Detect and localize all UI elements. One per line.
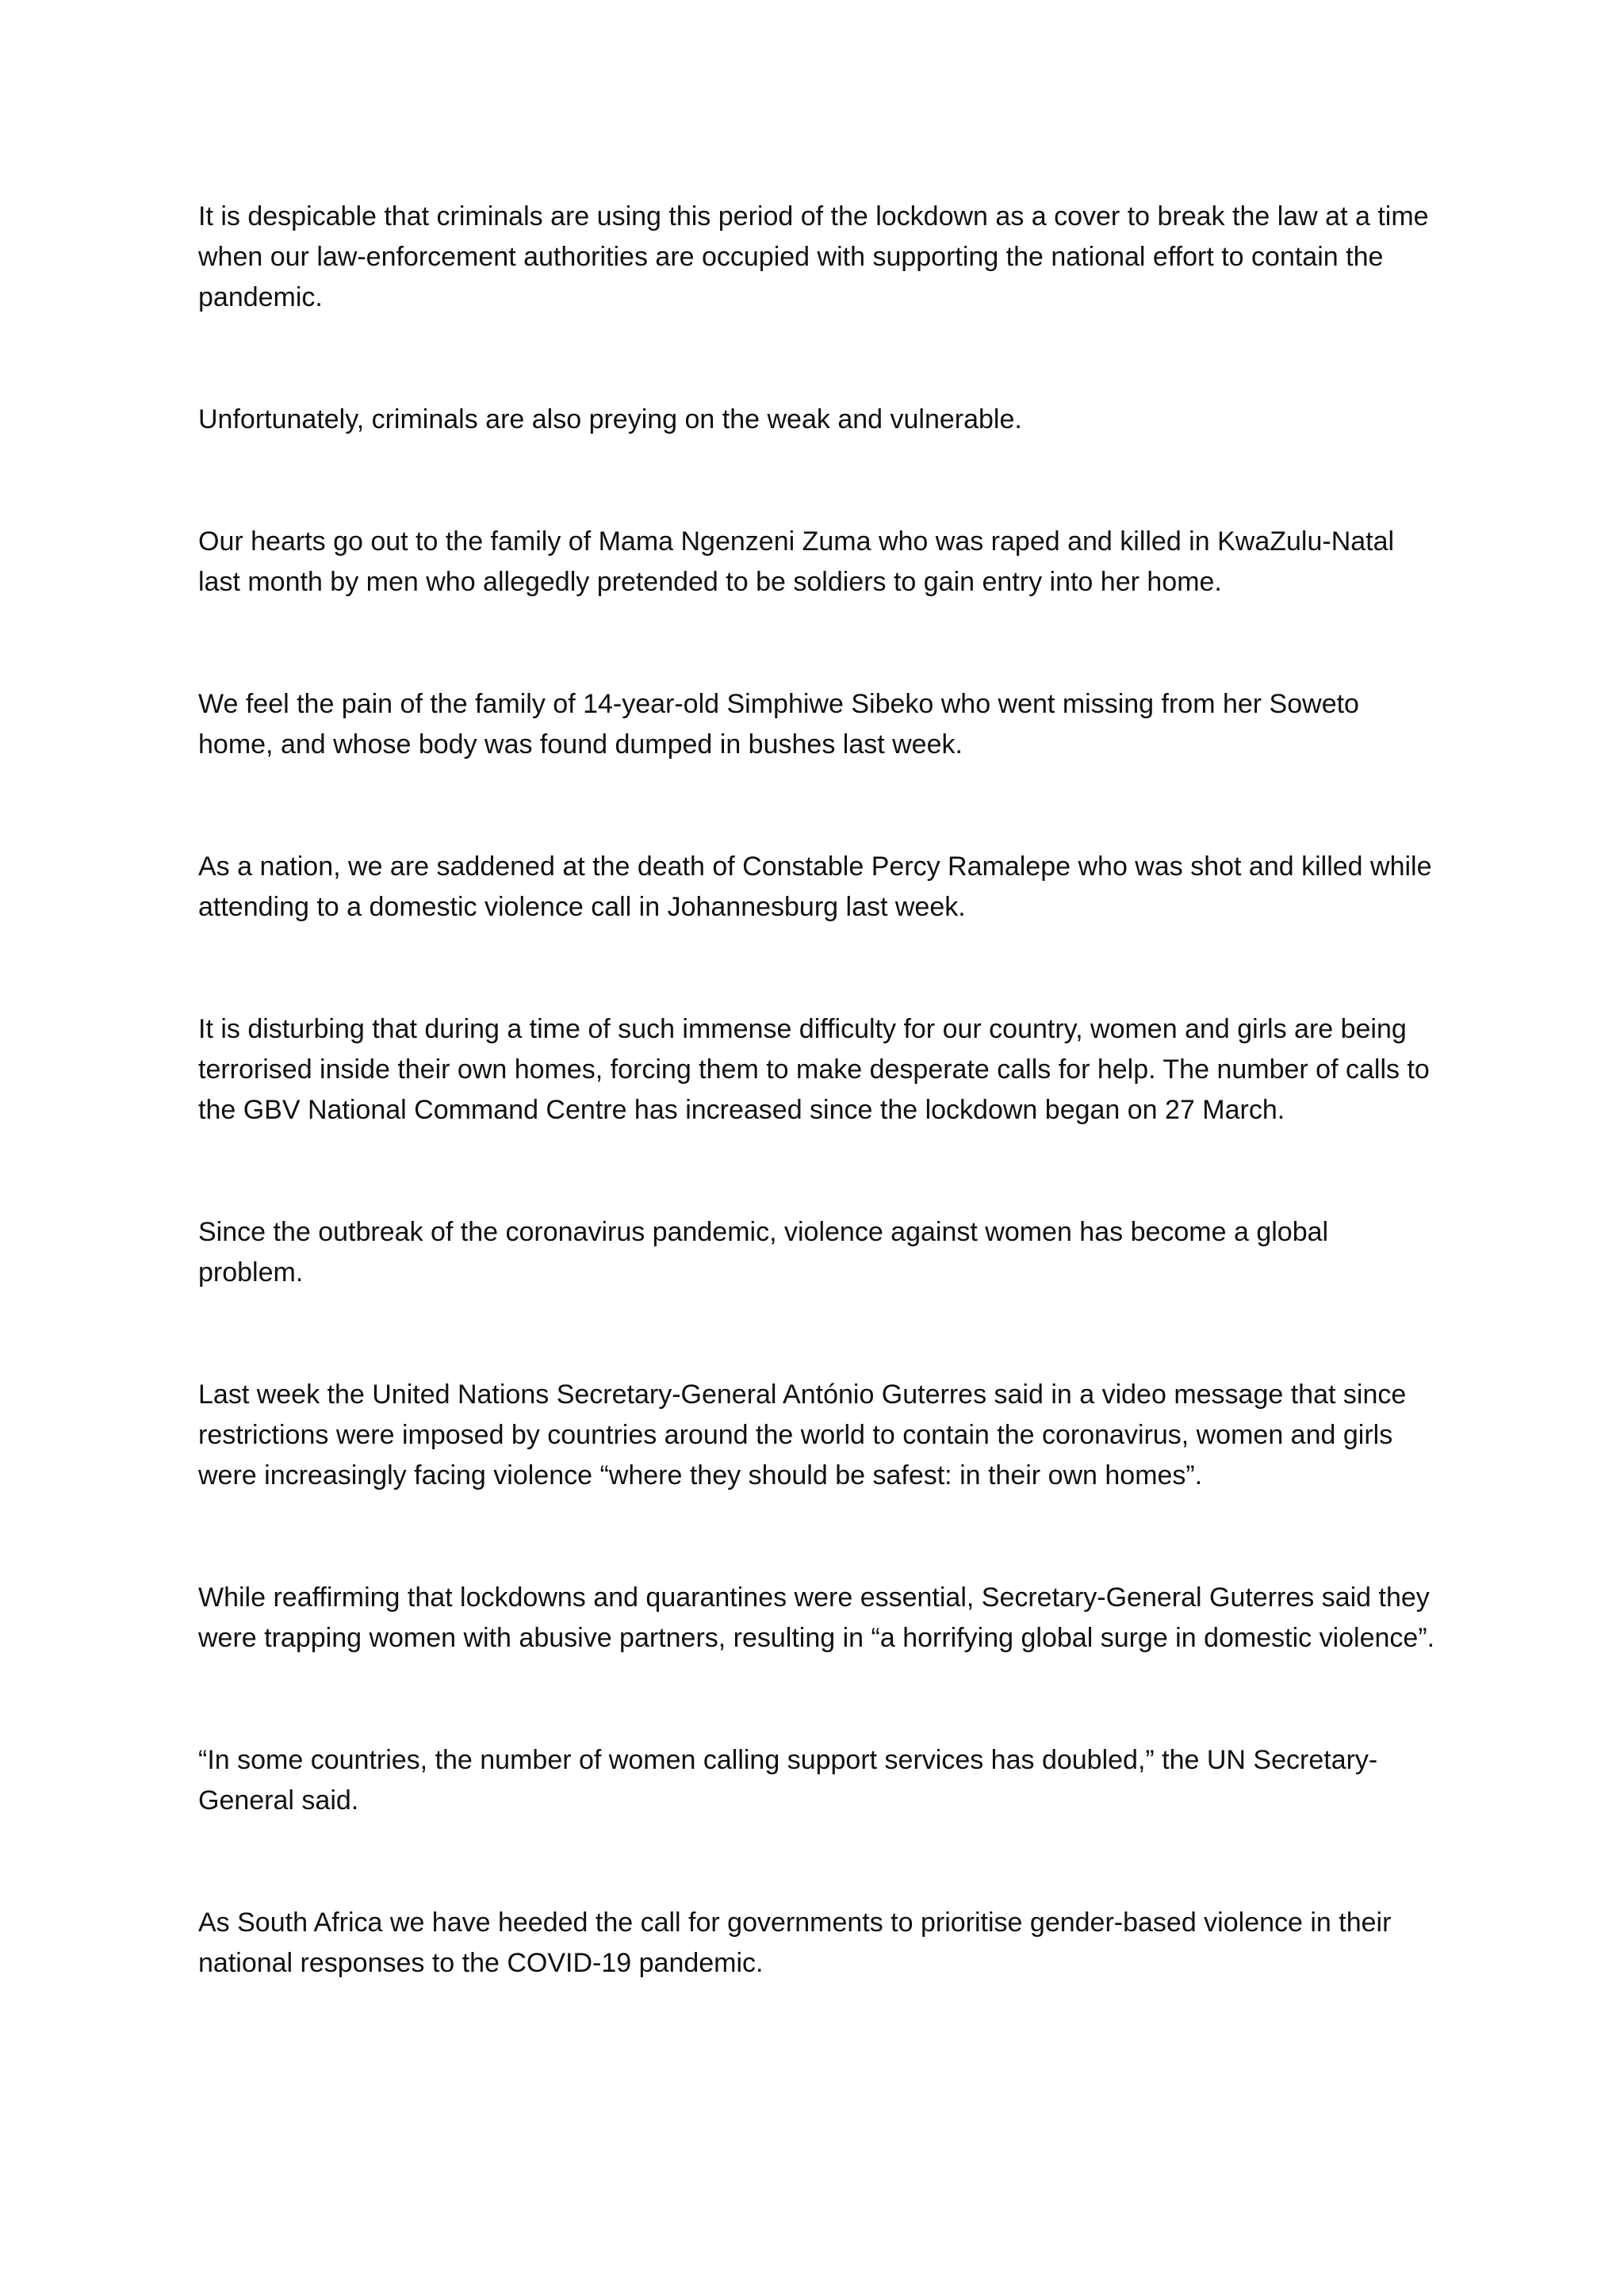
- paragraph-6: It is disturbing that during a time of such immense difficulty for our country, women and girls are being terrorised inside their own homes, forcing them to make desperate calls for help. The number of calls to the GBV National Command Centre has increased since the lockdown began on 27 March.: [198, 1014, 1430, 1125]
- paragraph-10: “In some countries, the number of women calling support services has doubled,” the UN Secretary-General said.: [198, 1745, 1378, 1816]
- paragraph-9: While reaffirming that lockdowns and quarantines were essential, Secretary-General Guterres said they were trapping women with abusive partners, resulting in “a horrifying global surge in domestic violence”.: [198, 1582, 1435, 1653]
- paragraph-8: Last week the United Nations Secretary-General António Guterres said in a video message that since restrictions were imposed by countries around the world to contain the coronavirus, women and girls were increasingly facing violence “where they should be safest: in their own homes”.: [198, 1380, 1407, 1490]
- document-body: [198, 197, 1435, 1984]
- paragraph-1: It is despicable that criminals are using this period of the lockdown as a cover to break the law at a time when our law-enforcement authorities are occupied with supporting the national effort to contain the pandemic.: [198, 201, 1429, 312]
- paragraph-4: We feel the pain of the family of 14-year-old Simphiwe Sibeko who went missing from her Soweto home, and whose body was found dumped in bushes last week.: [198, 689, 1359, 760]
- paragraph-7: Since the outbreak of the coronavirus pandemic, violence against women has become a global problem.: [198, 1217, 1329, 1288]
- paragraph-2: Unfortunately, criminals are also preying on the weak and vulnerable.: [198, 404, 1022, 434]
- paragraph-5: As a nation, we are saddened at the death of Constable Percy Ramalepe who was shot and killed while attending to a domestic violence call in Johannesburg last week.: [198, 851, 1432, 922]
- paragraph-3: Our hearts go out to the family of Mama Ngenzeni Zuma who was raped and killed in KwaZulu-Natal last month by men who allegedly pretended to be soldiers to gain entry into her home.: [198, 526, 1395, 597]
- paragraph-11: As South Africa we have heeded the call for governments to prioritise gender-based violence in their national responses to the COVID-19 pandemic.: [198, 1908, 1392, 1978]
